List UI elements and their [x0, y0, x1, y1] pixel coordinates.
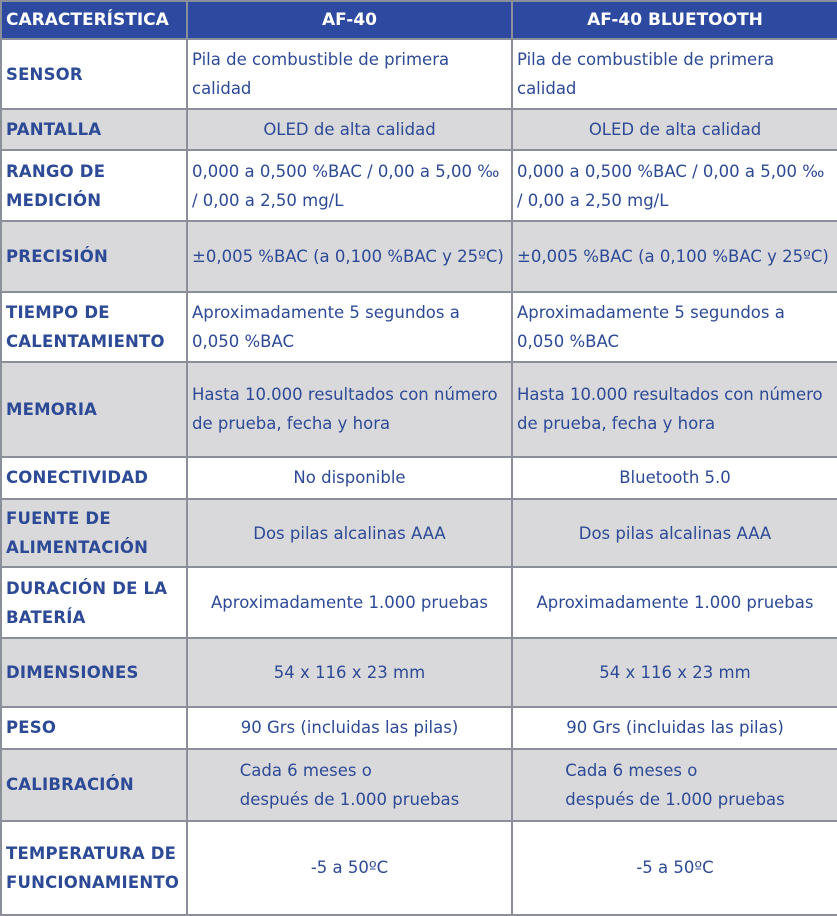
header-caracteristica: CARACTERÍSTICA — [1, 1, 187, 39]
row-label: PESO — [1, 707, 187, 748]
row-memoria — [1, 362, 837, 457]
calibration-text — [240, 756, 460, 814]
bluetooth-value: 54 x 116 x 23 mm — [512, 638, 837, 707]
af40-value: No disponible — [187, 457, 512, 499]
bluetooth-value: Hasta 10.000 resultados con número de prueba, fecha y hora — [512, 362, 837, 457]
row-label: MEMORIA — [1, 362, 187, 457]
header-row — [1, 1, 837, 39]
row-label: DIMENSIONES — [1, 638, 187, 707]
af40-value: 54 x 116 x 23 mm — [187, 638, 512, 707]
af40-value: Aproximadamente 1.000 pruebas — [187, 567, 512, 638]
calibration-text — [565, 756, 785, 814]
calibration-line-2: después de 1.000 pruebas — [565, 789, 785, 809]
row-precision — [1, 221, 837, 291]
af40-value: Pila de combustible de primera calidad — [187, 39, 512, 109]
af40-value: 0,000 a 0,500 %BAC / 0,00 a 5,00 ‰ / 0,00 a 2,50 mg/L — [187, 150, 512, 221]
bluetooth-value: -5 a 50ºC — [512, 821, 837, 915]
af40-value: Aproximadamente 5 segundos a 0,050 %BAC — [187, 292, 512, 362]
row-label: CONECTIVIDAD — [1, 457, 187, 499]
bluetooth-value: Bluetooth 5.0 — [512, 457, 837, 499]
row-sensor — [1, 39, 837, 109]
row-label: TEMPERATURA DE FUNCIONAMIENTO — [1, 821, 187, 915]
row-rango-medicion — [1, 150, 837, 221]
af40-value — [187, 749, 512, 821]
row-dimensiones — [1, 638, 837, 707]
row-tiempo-calentamiento — [1, 292, 837, 362]
bluetooth-value: Aproximadamente 1.000 pruebas — [512, 567, 837, 638]
header-af40-bluetooth: AF-40 BLUETOOTH — [512, 1, 837, 39]
row-label: PANTALLA — [1, 109, 187, 150]
bluetooth-value — [512, 749, 837, 821]
af40-value: Hasta 10.000 resultados con número de prueba, fecha y hora — [187, 362, 512, 457]
row-label: RANGO DE MEDICIÓN — [1, 150, 187, 221]
af40-value: Dos pilas alcalinas AAA — [187, 499, 512, 567]
calibration-line-2: después de 1.000 pruebas — [239, 789, 460, 809]
bluetooth-value: 90 Grs (incluidas las pilas) — [512, 707, 837, 748]
af40-value: ±0,005 %BAC (a 0,100 %BAC y 25ºC) — [187, 221, 512, 291]
af40-value: 90 Grs (incluidas las pilas) — [187, 707, 512, 748]
row-conectividad — [1, 457, 837, 499]
calibration-line-1: Cada 6 meses o — [565, 760, 698, 780]
af40-value: OLED de alta calidad — [187, 109, 512, 150]
bluetooth-value: ±0,005 %BAC (a 0,100 %BAC y 25ºC) — [512, 221, 837, 291]
row-pantalla — [1, 109, 837, 150]
row-label: TIEMPO DE CALENTAMIENTO — [1, 292, 187, 362]
row-label: CALIBRACIÓN — [1, 749, 187, 821]
row-fuente-alimentacion — [1, 499, 837, 567]
row-duracion-bateria — [1, 567, 837, 638]
header-af40: AF-40 — [187, 1, 512, 39]
row-temperatura-funcionamiento — [1, 821, 837, 915]
bluetooth-value: 0,000 a 0,500 %BAC / 0,00 a 5,00 ‰ / 0,00 a 2,50 mg/L — [512, 150, 837, 221]
bluetooth-value: Aproximadamente 5 segundos a 0,050 %BAC — [512, 292, 837, 362]
row-peso — [1, 707, 837, 748]
row-label: PRECISIÓN — [1, 221, 187, 291]
row-label: FUENTE DE ALIMENTACIÓN — [1, 499, 187, 567]
bluetooth-value: OLED de alta calidad — [512, 109, 837, 150]
row-calibracion — [1, 749, 837, 821]
bluetooth-value: Dos pilas alcalinas AAA — [512, 499, 837, 567]
row-label: SENSOR — [1, 39, 187, 109]
af40-value: -5 a 50ºC — [187, 821, 512, 915]
calibration-line-1: Cada 6 meses o — [239, 760, 372, 780]
bluetooth-value: Pila de combustible de primera calidad — [512, 39, 837, 109]
row-label: DURACIÓN DE LA BATERÍA — [1, 567, 187, 638]
